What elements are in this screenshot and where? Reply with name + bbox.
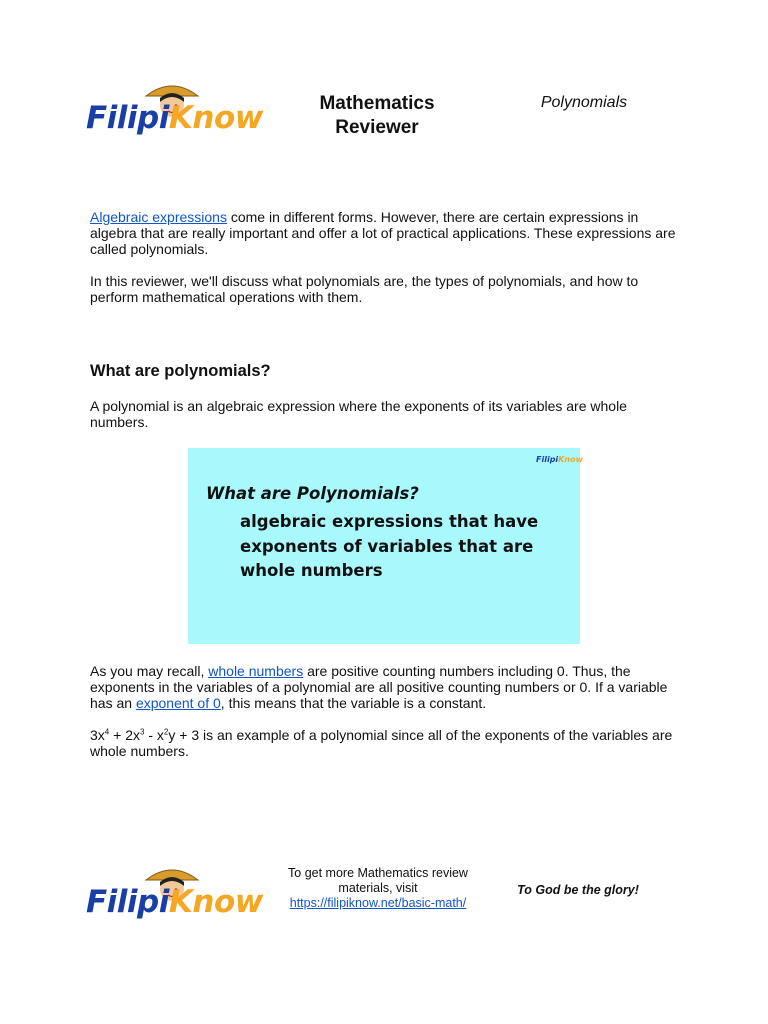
slide-body: algebraic expressions that have exponents of variables that are whole numbers xyxy=(240,512,539,580)
footer-glory-text: To God be the glory! xyxy=(517,883,639,897)
exponent-of-zero-link[interactable]: exponent of 0 xyxy=(135,695,221,711)
logo-wordmark: FilipiKnow xyxy=(86,884,263,920)
example-paragraph: $3x^4 + 2x^3 - x^2y + 3$ is an example of a polynomial since all of the exponents of the variables are whole numbers. xyxy=(90,727,673,759)
whole-numbers-link[interactable]: whole numbers xyxy=(208,663,304,679)
intro-paragraph-1: Algebraic expressions come in different forms. However, there are certain expressions in algebra that are really important and offer a lot of practical applications. These expressions are called polynomials. xyxy=(90,209,676,257)
basic-math-url-link[interactable]: https://filipiknow.net/basic-math/ xyxy=(289,896,467,910)
slide-title: What are Polynomials? xyxy=(206,484,419,503)
footer-filipiknow-logo xyxy=(86,862,263,957)
document-topic: Polynomials xyxy=(540,94,628,111)
algebraic-expressions-link[interactable]: Algebraic expressions xyxy=(90,209,227,225)
document-title: Mathematics Reviewer xyxy=(319,93,435,138)
logo-wordmark: FilipiKnow xyxy=(86,100,263,136)
slide-logo: FilipiKnow xyxy=(536,455,583,464)
filipiknow-logo xyxy=(86,78,263,173)
polynomial-definition-slide xyxy=(188,448,583,644)
recall-paragraph: As you may recall, whole numbers are positive counting numbers including 0. Thus, the exponents in the variables of a polynomial are all positive counting numbers or 0. If a variable has an exponent of 0, this means that the variable is a constant. xyxy=(90,663,668,711)
section-heading: What are polynomials? xyxy=(90,362,271,380)
intro-paragraph-2: In this reviewer, we'll discuss what polynomials are, the types of polynomials, and how to perform mathematical operations with them. xyxy=(90,273,639,305)
definition-paragraph: A polynomial is an algebraic expression where the exponents of its variables are whole numbers. xyxy=(90,398,627,430)
footer-note: To get more Mathematics review materials, visit https://filipiknow.net/basic-math/ xyxy=(280,866,476,911)
